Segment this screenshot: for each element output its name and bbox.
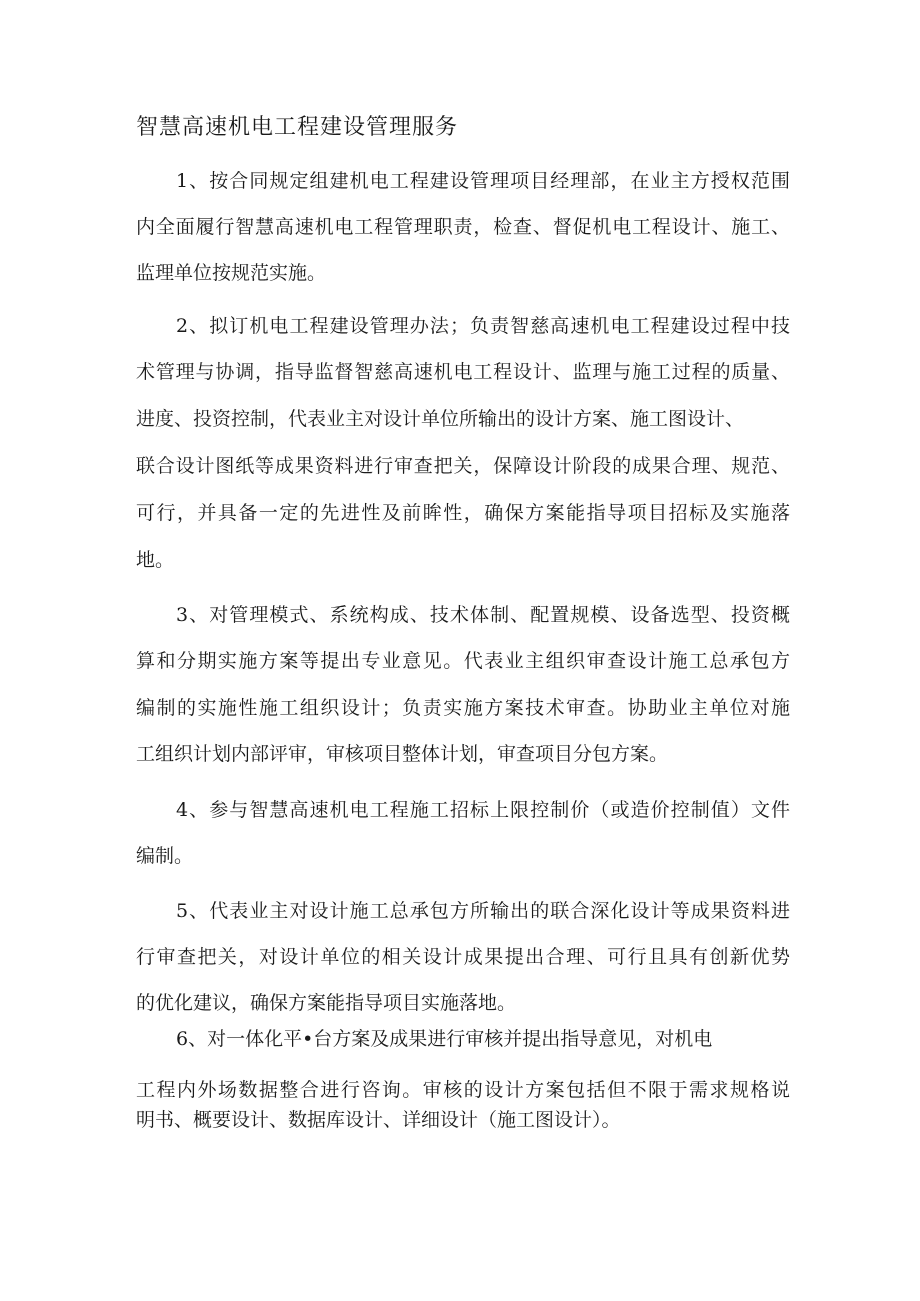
paragraph-4-line-1: 4、参与智慧高速机电工程施工招标上限控制价（或造价控制值）文件	[176, 799, 790, 821]
document-title: 智慧高速机电工程建设管理服务	[136, 115, 459, 140]
paragraph-4-line-2: 编制。	[136, 845, 194, 867]
paragraph-3-line-2: 算和分期实施方案等提出专业意见。代表业主组织审查设计施工总承包方	[136, 650, 790, 672]
paragraph-1-line-2: 内全面履行智慧高速机电工程管理职责，检查、督促机电工程设计、施工、	[136, 216, 790, 238]
paragraph-3-line-4: 工组织计划内部评审，审核项目整体计划，审查项目分包方案。	[136, 743, 669, 765]
paragraph-1-line-1: 1、按合同规定组建机电工程建设管理项目经理部，在业主方授权范围	[176, 170, 790, 192]
paragraph-2-line-4: 联合设计图纸等成果资料进行审查把关，保障设计阶段的成果合理、规范、	[136, 455, 790, 477]
paragraph-2-line-6: 地。	[136, 549, 175, 571]
paragraph-2-line-5: 可行，并具备一定的先进性及前眸性，确保方案能指导项目招标及实施落	[136, 502, 790, 524]
paragraph-1-line-3: 监理单位按规范实施。	[136, 262, 327, 284]
paragraph-3-line-1: 3、对管理模式、系统构成、技术体制、配置规模、设备选型、投资概	[176, 604, 790, 626]
paragraph-5-line-2: 行审查把关，对设计单位的相关设计成果提出合理、可行且具有创新优势	[136, 946, 790, 968]
paragraph-6-line-1: 6、对一体化平•台方案及成果进行审核并提出指导意见，对机电	[176, 1028, 713, 1050]
paragraph-5-line-3: 的优化建议，确保方案能指导项目实施落地。	[136, 992, 517, 1014]
paragraph-2-line-1: 2、拟订机电工程建设管理办法；负责智慈高速机电工程建设过程中技	[176, 315, 790, 337]
paragraph-5-line-1: 5、代表业主对设计施工总承包方所输出的联合深化设计等成果资料进	[176, 900, 790, 922]
paragraph-6-line-3: 明书、概要设计、数据库设计、详细设计（施工图设计）。	[136, 1109, 621, 1131]
paragraph-6-line-2: 工程内外场数据整合进行咨询。审核的设计方案包括但不限于需求规格说	[136, 1079, 790, 1101]
paragraph-2-line-3: 进度、投资控制，代表业主对设计单位所输出的设计方案、施工图设计、	[136, 408, 745, 430]
paragraph-2-line-2: 术管理与协调，指导监督智慈高速机电工程设计、监理与施工过程的质量、	[136, 361, 790, 383]
paragraph-3-line-3: 编制的实施性施工组织设计；负责实施方案技术审查。协助业主单位对施	[136, 697, 790, 719]
